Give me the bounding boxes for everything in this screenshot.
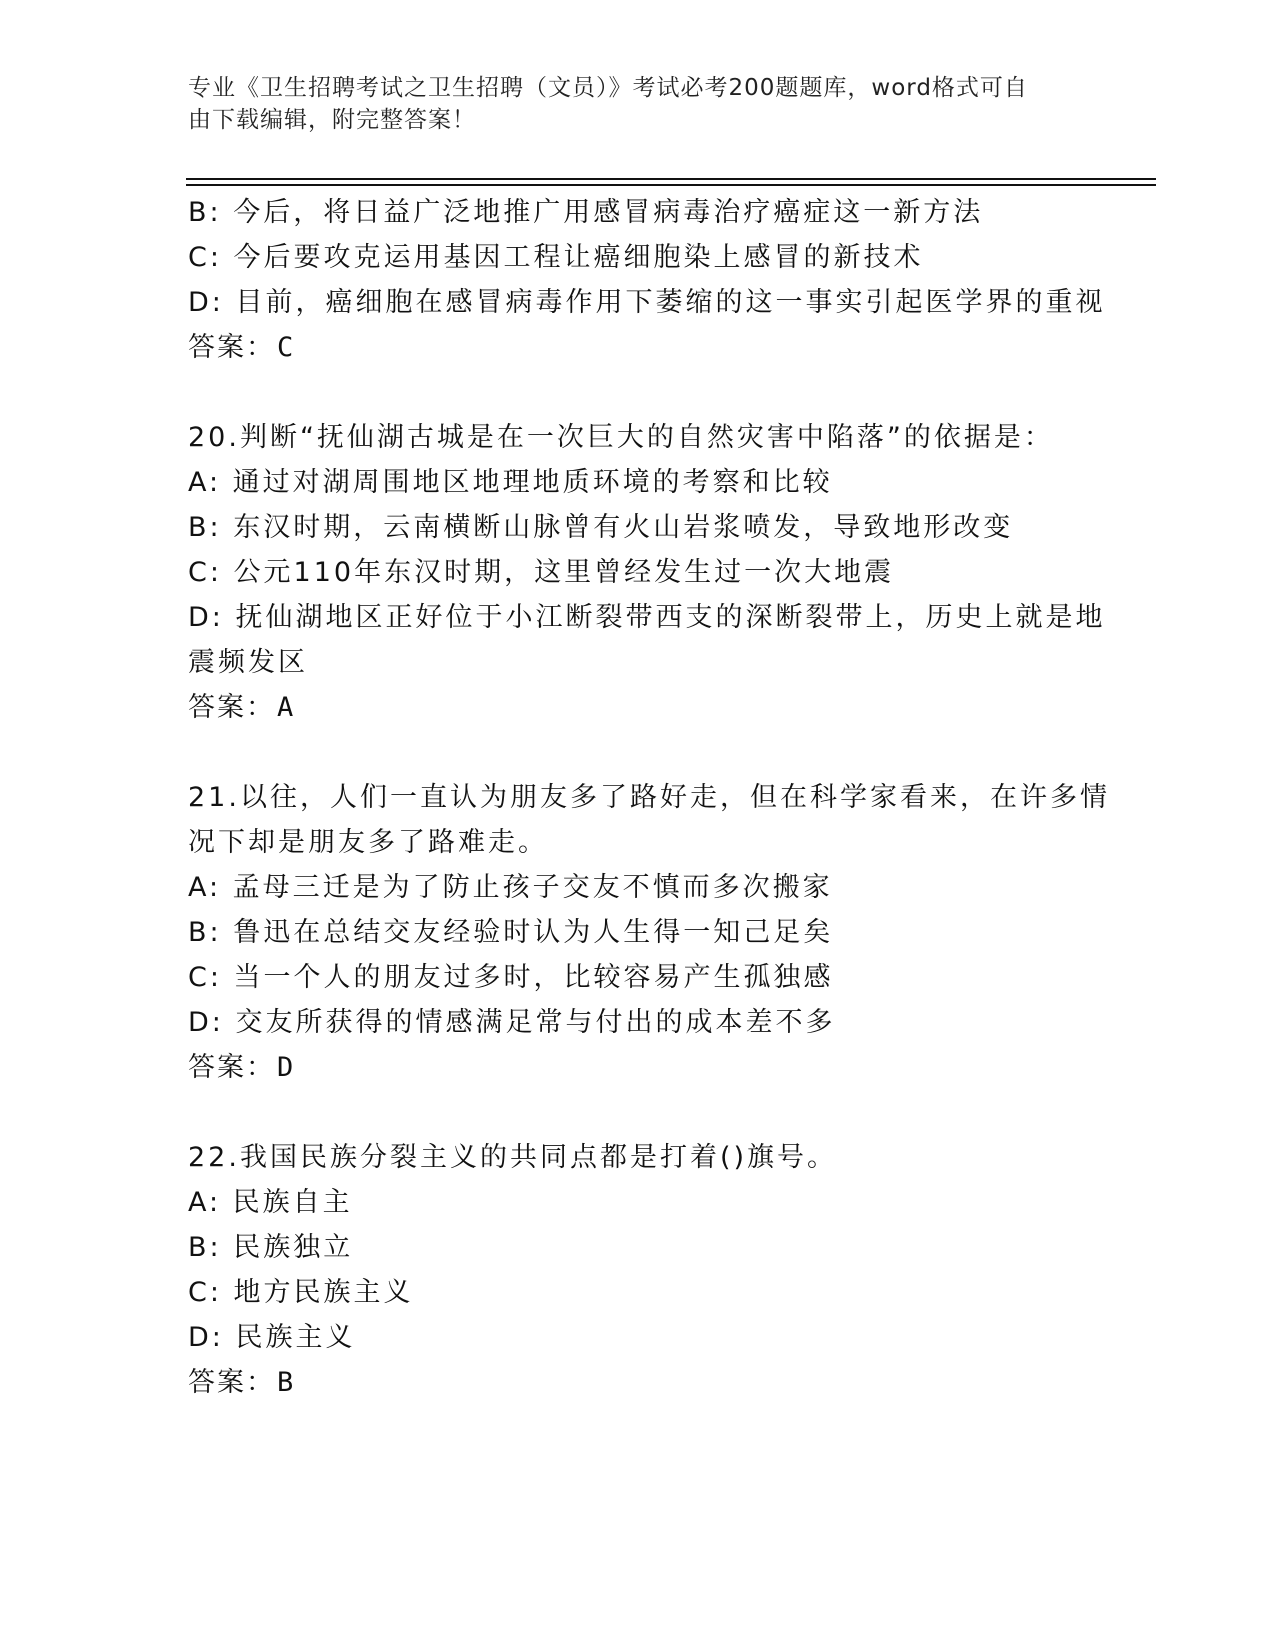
answer-line (188, 325, 1088, 370)
option-a: A: 孟母三迁是为了防止孩子交友不慎而多次搬家 (188, 872, 833, 903)
header-rule-bottom (186, 184, 1156, 186)
answer-line (188, 1360, 1088, 1405)
answer-value: A (277, 692, 294, 723)
spacer (188, 1090, 1088, 1135)
question-stem: 22.我国民族分裂主义的共同点都是打着()旗号。 (188, 1142, 838, 1173)
header-line-2: 由下载编辑，附完整答案！ (188, 107, 476, 133)
answer-label: 答案： (188, 332, 275, 363)
option-a: A: 通过对湖周围地区地理地质环境的考察和比较 (188, 467, 833, 498)
question-list (188, 190, 1110, 1405)
answer-value: B (277, 1367, 294, 1398)
answer-label: 答案： (188, 1052, 275, 1083)
answer-line (188, 1045, 1088, 1090)
option-d: D: 抚仙湖地区正好位于小江断裂带西支的深断裂带上，历史上就是地 (188, 602, 1106, 633)
question-stem: 21.以往，人们一直认为朋友多了路好走，但在科学家看来，在许多情 (188, 782, 1110, 813)
option-b: B: 鲁迅在总结交友经验时认为人生得一知己足矣 (188, 917, 834, 948)
header-line-1: 专业《卫生招聘考试之卫生招聘（文员）》考试必考200题题库，word格式可自 (188, 75, 1028, 101)
spacer (188, 370, 1088, 415)
question-stem-continued: 况下却是朋友多了路难走。 (188, 827, 548, 858)
question-block-22 (188, 1135, 1088, 1405)
question-block-continued (188, 190, 1106, 370)
option-b: B: 东汉时期，云南横断山脉曾有火山岩浆喷发，导致地形改变 (188, 512, 1014, 543)
option-d-continued: 震频发区 (188, 647, 308, 678)
question-block-21 (188, 775, 1110, 1090)
option-b: B: 今后，将日益广泛地推广用感冒病毒治疗癌症这一新方法 (188, 197, 984, 228)
answer-value: C (277, 332, 294, 363)
option-d: D: 交友所获得的情感满足常与付出的成本差不多 (188, 1007, 836, 1038)
option-d: D: 目前，癌细胞在感冒病毒作用下萎缩的这一事实引起医学界的重视 (188, 287, 1106, 318)
answer-line (188, 685, 1088, 730)
document-header (188, 72, 1068, 136)
question-block-20 (188, 415, 1106, 730)
option-d: D: 民族主义 (188, 1322, 356, 1353)
option-c: C: 公元110年东汉时期，这里曾经发生过一次大地震 (188, 557, 895, 588)
answer-label: 答案： (188, 1367, 275, 1398)
option-c: C: 当一个人的朋友过多时，比较容易产生孤独感 (188, 962, 834, 993)
option-c: C: 地方民族主义 (188, 1277, 414, 1308)
spacer (188, 730, 1088, 775)
option-b: B: 民族独立 (188, 1232, 354, 1263)
option-a: A: 民族自主 (188, 1187, 353, 1218)
question-stem: 20.判断“抚仙湖古城是在一次巨大的自然灾害中陷落”的依据是： (188, 422, 1054, 453)
answer-value: D (277, 1052, 294, 1083)
option-c: C: 今后要攻克运用基因工程让癌细胞染上感冒的新技术 (188, 242, 924, 273)
header-rule-top (186, 178, 1156, 180)
answer-label: 答案： (188, 692, 275, 723)
